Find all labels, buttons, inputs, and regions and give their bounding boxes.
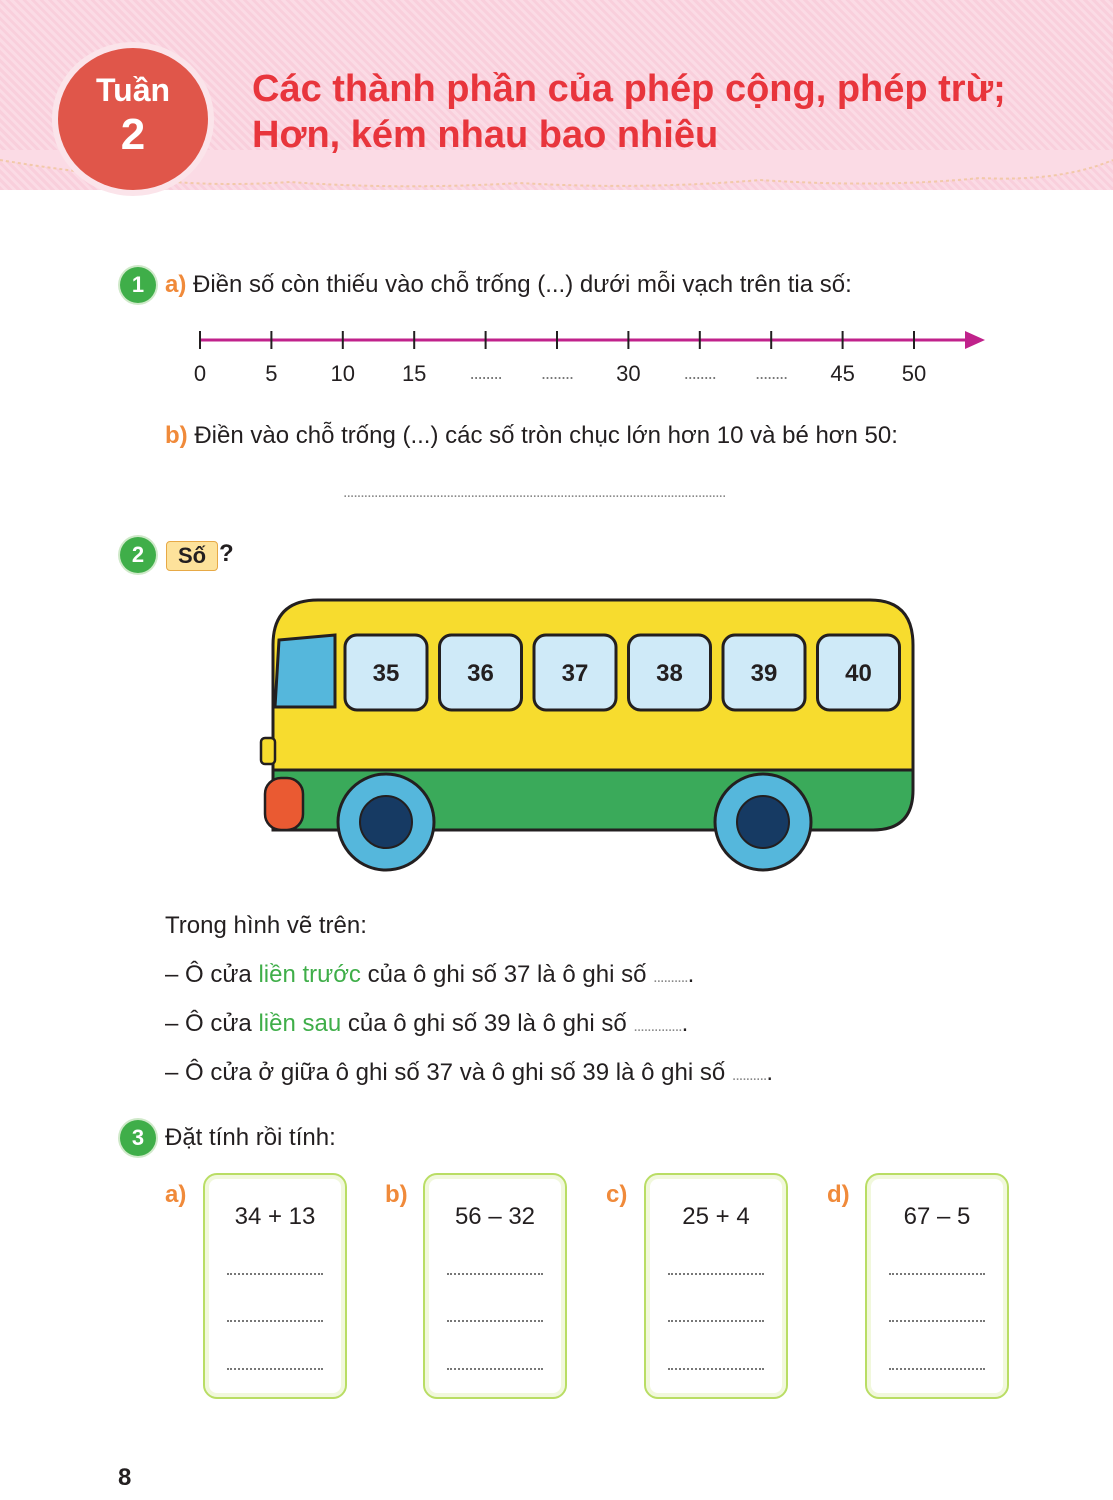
title-line-2: Hơn, kém nhau bao nhiêu bbox=[252, 114, 719, 156]
answer-line[interactable] bbox=[447, 1368, 543, 1370]
q3b-card[interactable] bbox=[423, 1173, 567, 1399]
q3a-card[interactable] bbox=[203, 1173, 347, 1399]
tick-label: 45 bbox=[830, 361, 855, 386]
bus-hub-rear bbox=[737, 796, 789, 848]
tick-blank[interactable]: ........ bbox=[683, 363, 716, 383]
page-number: 8 bbox=[118, 1464, 132, 1491]
q1a-label: a) bbox=[165, 271, 187, 298]
q3a-expression: 34 + 13 bbox=[234, 1203, 316, 1230]
tick-label: 15 bbox=[401, 361, 427, 386]
q1b-label: b) bbox=[165, 422, 188, 449]
bus-window-number: 40 bbox=[845, 660, 872, 687]
q1b-answer-line[interactable]: ............................................................................................................... bbox=[343, 484, 726, 501]
q2-line1-text: của ô ghi số 37 là ô ghi số bbox=[360, 961, 654, 988]
q2-line-1 bbox=[165, 961, 694, 989]
q2-line1-highlight: liền trước bbox=[258, 961, 361, 988]
bus-window-number: 35 bbox=[372, 660, 400, 687]
q3c-label: c) bbox=[606, 1181, 628, 1208]
week-label: Tuần bbox=[95, 72, 171, 108]
page-title bbox=[252, 66, 1006, 158]
tick-label: 5 bbox=[265, 361, 278, 386]
q2-line2-prefix: – Ô cửa bbox=[165, 1010, 259, 1037]
answer-line[interactable] bbox=[889, 1273, 985, 1275]
q1b-instruction bbox=[165, 422, 898, 450]
answer-line[interactable] bbox=[668, 1320, 764, 1322]
tick-blank[interactable]: ........ bbox=[755, 363, 788, 383]
q3c-card[interactable] bbox=[644, 1173, 788, 1399]
answer-line[interactable] bbox=[668, 1273, 764, 1275]
q3d-label: d) bbox=[827, 1181, 850, 1208]
q2-line1-dot: . bbox=[687, 961, 695, 988]
bus-window-number: 39 bbox=[750, 660, 778, 687]
answer-line[interactable] bbox=[227, 1273, 323, 1275]
answer-line[interactable] bbox=[227, 1320, 323, 1322]
title-line-1: Các thành phần của phép cộng, phép trừ; bbox=[252, 68, 1006, 110]
tick-blank[interactable]: ........ bbox=[540, 363, 573, 383]
q1b-text: Điền vào chỗ trống (...) các số tròn chục lớn hơn 10 và bé hơn 50: bbox=[194, 422, 898, 449]
q2-line2-text: của ô ghi số 39 là ô ghi số bbox=[341, 1010, 634, 1037]
tick-label: 10 bbox=[330, 361, 356, 386]
answer-line[interactable] bbox=[668, 1368, 764, 1370]
number-line bbox=[190, 325, 990, 355]
q2-line1-prefix: – Ô cửa bbox=[165, 961, 259, 988]
number-line-arrow bbox=[965, 331, 985, 349]
q1a-instruction bbox=[165, 271, 852, 299]
q2-line3-blank[interactable]: .......... bbox=[731, 1067, 767, 1084]
q3b-label: b) bbox=[385, 1181, 408, 1208]
q3a-label: a) bbox=[165, 1181, 187, 1208]
q3d-expression: 67 – 5 bbox=[903, 1203, 971, 1230]
bus-illustration bbox=[255, 595, 925, 880]
q2-line-3 bbox=[165, 1059, 773, 1087]
week-number: 2 bbox=[120, 110, 146, 159]
bus-headlight bbox=[261, 738, 275, 764]
q3-instruction: Đặt tính rồi tính: bbox=[165, 1124, 336, 1151]
q3c-expression: 25 + 4 bbox=[682, 1203, 750, 1230]
tick-blank[interactable]: ........ bbox=[469, 363, 502, 383]
q2-line2-blank[interactable]: .............. bbox=[633, 1018, 682, 1035]
q2-line-2 bbox=[165, 1010, 688, 1038]
q3b-expression: 56 – 32 bbox=[454, 1203, 536, 1230]
so-badge: Số bbox=[166, 541, 218, 571]
answer-line[interactable] bbox=[889, 1320, 985, 1322]
q2-line2-dot: . bbox=[681, 1010, 689, 1037]
question-3-badge: 3 bbox=[120, 1120, 156, 1156]
tick-label: 50 bbox=[901, 361, 927, 386]
answer-line[interactable] bbox=[889, 1368, 985, 1370]
q2-line2-highlight: liền sau bbox=[258, 1010, 342, 1037]
bus-hub-front bbox=[360, 796, 412, 848]
question-mark: ? bbox=[219, 540, 234, 567]
q1a-text: Điền số còn thiếu vào chỗ trống (...) dưới mỗi vạch trên tia số: bbox=[193, 271, 852, 298]
question-1-badge: 1 bbox=[120, 267, 156, 303]
tick-label: 30 bbox=[616, 361, 641, 386]
q2-line3-dot: . bbox=[766, 1059, 773, 1086]
answer-line[interactable] bbox=[447, 1320, 543, 1322]
bus-window-number: 37 bbox=[561, 660, 589, 687]
answer-line[interactable] bbox=[227, 1368, 323, 1370]
q2-line3-text: – Ô cửa ở giữa ô ghi số 37 và ô ghi số 39 là ô ghi số bbox=[165, 1059, 732, 1086]
q3d-card[interactable] bbox=[865, 1173, 1009, 1399]
bus-front-window bbox=[275, 635, 335, 707]
q2-line1-blank[interactable]: .......... bbox=[653, 969, 688, 986]
question-2-badge: 2 bbox=[120, 537, 156, 573]
bus-bumper bbox=[265, 778, 303, 830]
week-badge bbox=[58, 48, 208, 190]
q2-intro: Trong hình vẽ trên: bbox=[165, 912, 367, 939]
bus-window-number: 38 bbox=[656, 660, 683, 687]
tick-label: 0 bbox=[193, 361, 207, 386]
answer-line[interactable] bbox=[447, 1273, 543, 1275]
bus-window-number: 36 bbox=[467, 660, 494, 687]
